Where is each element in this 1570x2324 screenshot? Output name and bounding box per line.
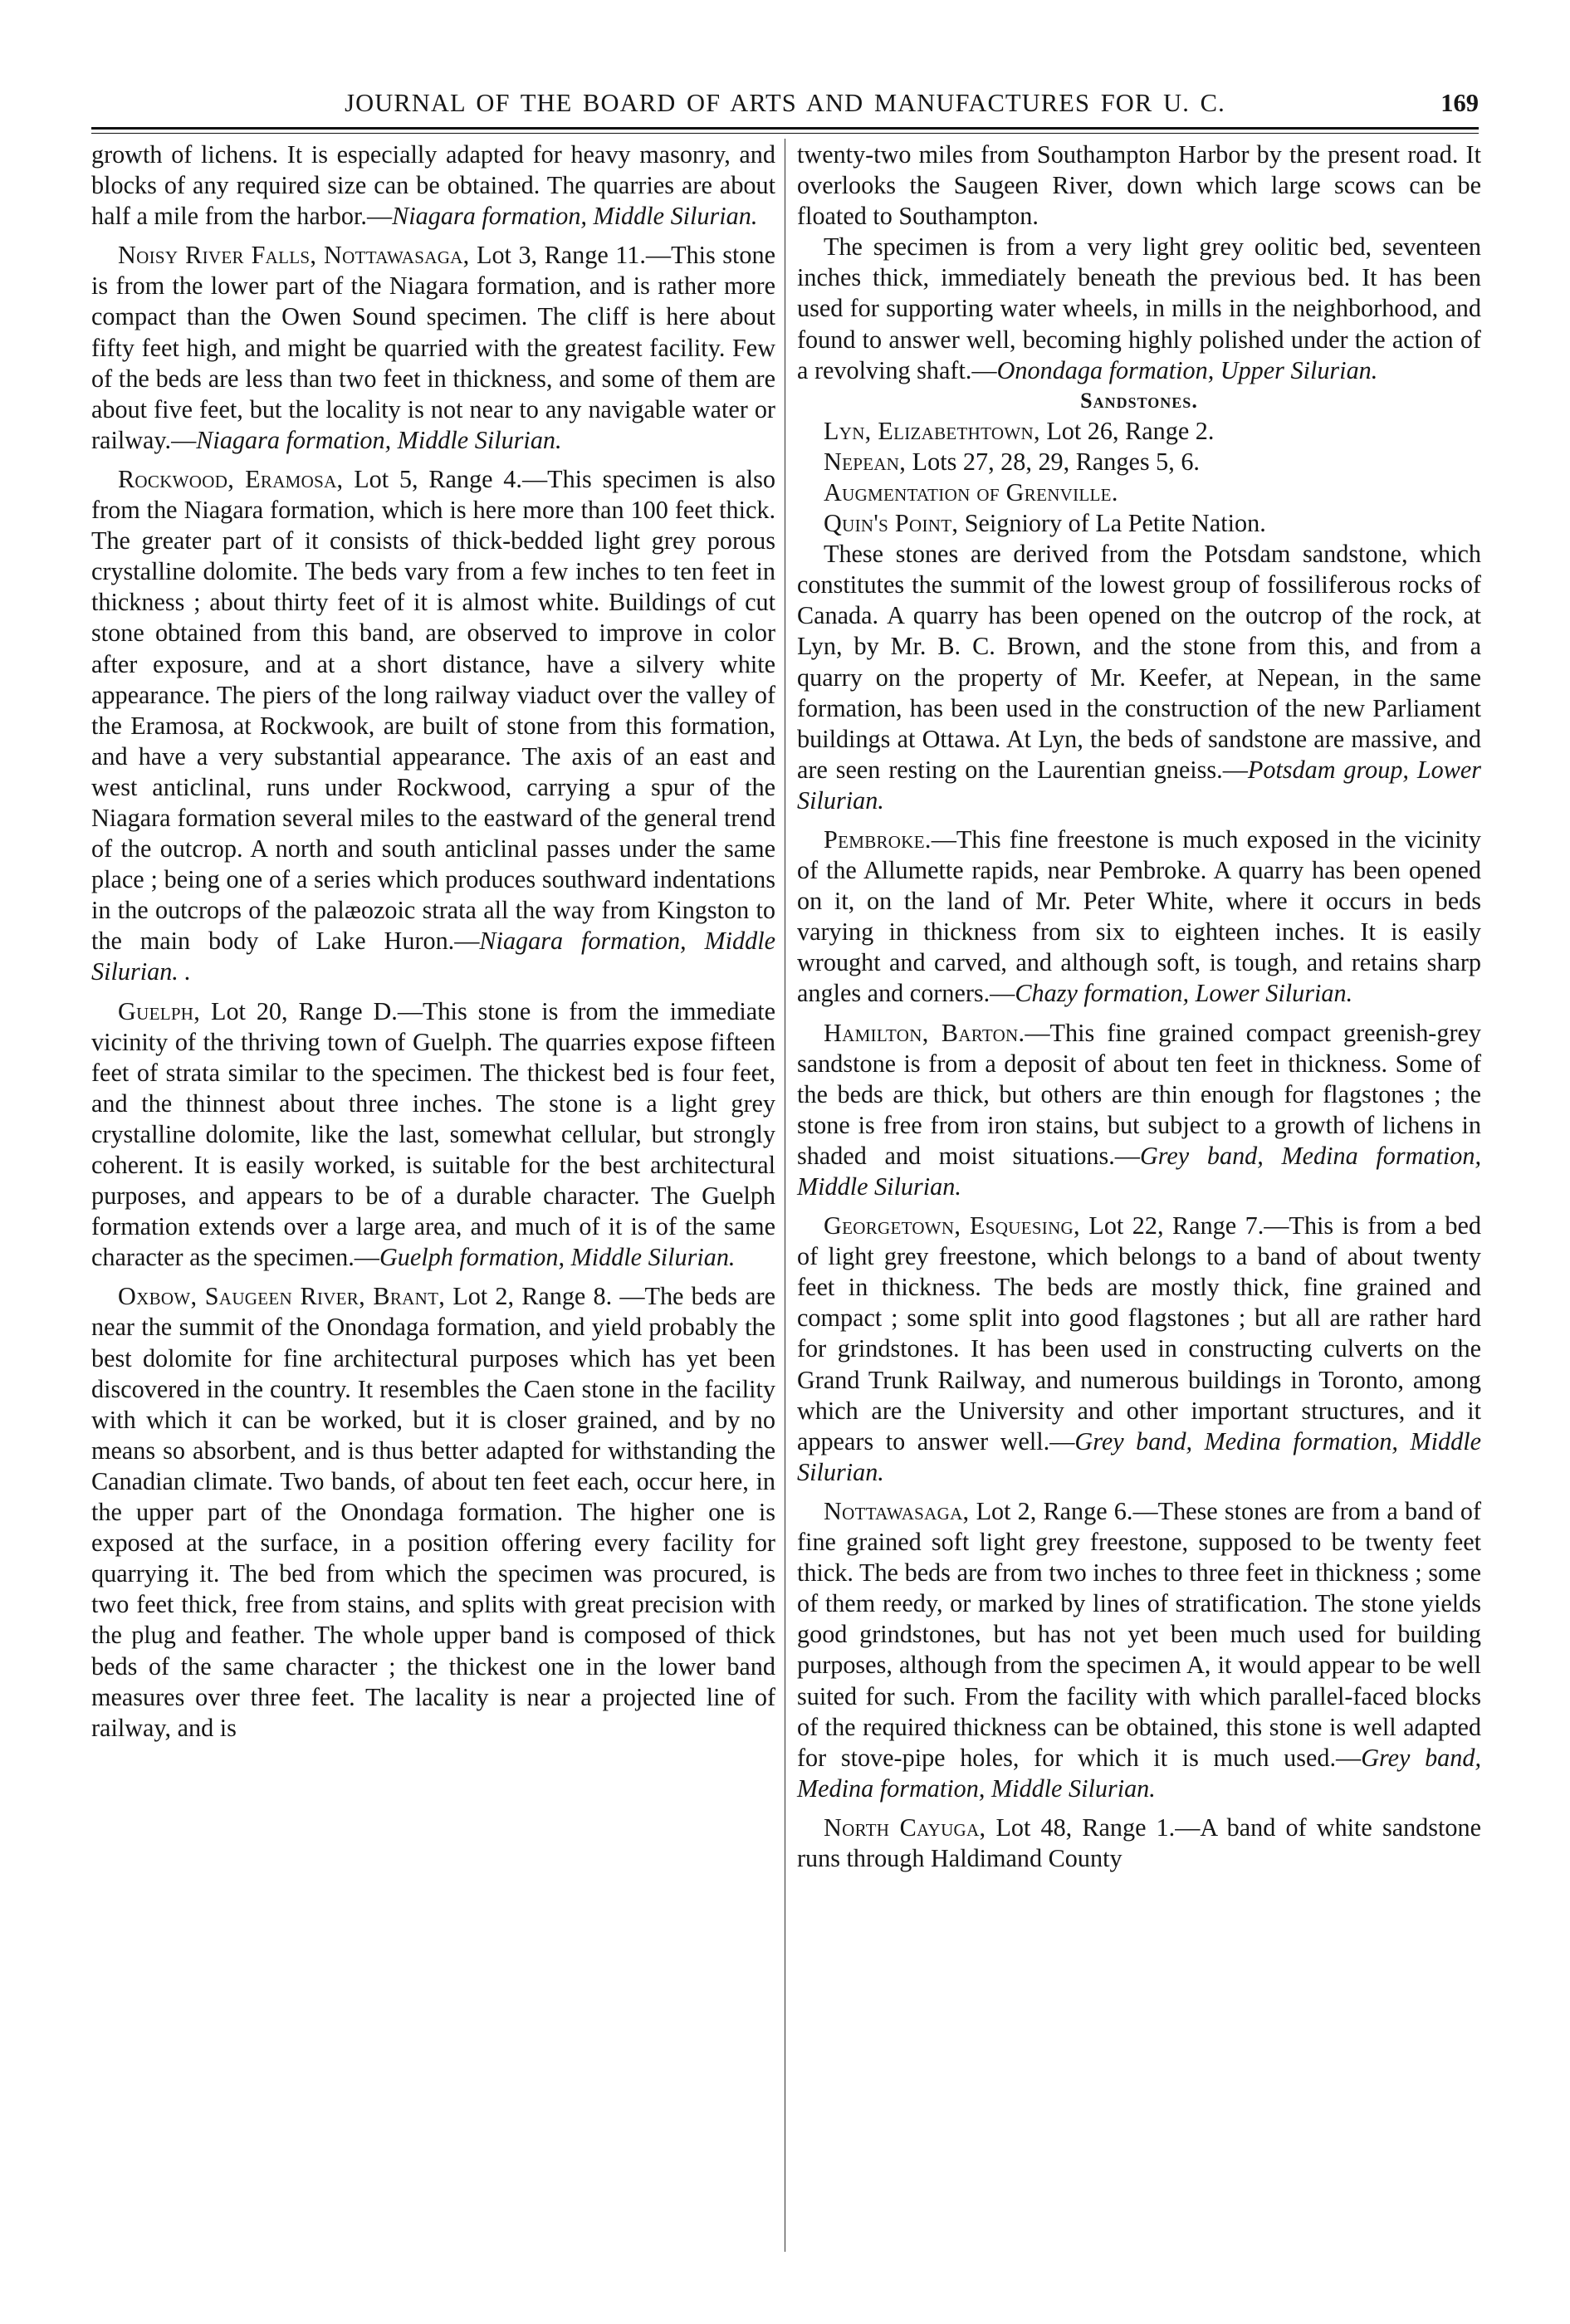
paragraph-body: Lot 48, Range 1.—A band of white sandstone runs through Haldimand County: [797, 1813, 1481, 1872]
paragraph: [797, 539, 1481, 816]
paragraph: [91, 139, 775, 232]
right-column: [797, 139, 1481, 1874]
location-line: [797, 508, 1481, 539]
citation: Onondaga formation, Upper Silurian.: [996, 355, 1378, 384]
journal-title: JOURNAL OF THE BOARD OF ARTS AND MANUFACTURES FOR U. C.: [345, 89, 1225, 117]
paragraph: [797, 1018, 1481, 1203]
paragraph-body: Lot 22, Range 7.—This is from a bed of light grey freestone, which belongs to a band of about twenty feet in thickness. The beds are mostly thick, fine grained and compact ; some split into good flagstones ; but all are rather hard for grindstones. It has been used in constructing culverts on the Grand Trunk Railway, and numerous buildings in Toronto, among which are the University and other important structures, and it appears to answer well.—: [797, 1211, 1481, 1456]
locality-heading: Augmentation of Grenville.: [824, 477, 1118, 506]
paragraph: [797, 824, 1481, 1010]
location-line: [797, 477, 1481, 508]
paragraph: [797, 1813, 1481, 1874]
locality-heading: Pembroke.: [824, 824, 932, 854]
paragraph: [91, 1281, 775, 1743]
citation: Niagara formation, Middle Silurian.: [196, 425, 562, 454]
location-detail: Lot 26, Range 2.: [1039, 416, 1215, 445]
paragraph-body: The specimen is from a very light grey oolitic bed, seventeen inches thick, immediately beneath the previous bed. It has been used for supporting water wheels, in mills in the neighborhood, and found to answer well, becoming highly polished under the action of a revolving shaft.—: [797, 232, 1481, 384]
locality-heading: Quin's Point,: [824, 509, 959, 538]
paragraph-body: Lot 2, Range 6.—These stones are from a band of fine grained soft light grey freestone, supposed to be twenty feet thick. The beds are from two inches to three feet in thickness ; some of them reedy, or marked by lines of stratification. The stone yields good grindstones, but has not yet been much used for building purposes, although from the specimen A, it would appear to be well suited for such. From the facility with which parallel-faced blocks of the required thickness can be obtained, this stone is well adapted for stove-pipe holes, for which it is much used.—: [797, 1496, 1481, 1772]
paragraph-body: Lot 5, Range 4.—This specimen is also from the Niagara formation, which is here more than 100 feet thick. The greater part of it consists of thick-bedded light grey porous crystalline dolomite. The beds vary from a few inches to ten feet in thickness ; about thirty feet of it is almost white. Buildings of cut stone obtained from this band, are observed to improve in color after exposure, and at a short distance, have a silvery white appearance. The piers of the long railway viaduct over the valley of the Eramosa, at Rockwook, are built of stone from this formation, and have a very substantial appearance. The axis of an east and west anticlinal, runs under Rockwood, carrying a spur of the Niagara formation several miles to the eastward of the general trend of the outcrop. A north and south anticlinal passes under the same place ; being one of a series which produces southward indentations in the outcrops of the palæozoic strata all the way from Kingston to the main body of Lake Huron.—: [91, 464, 775, 956]
locality-heading: Nepean,: [824, 447, 907, 476]
paragraph-body: —This fine grained compact greenish-grey sandstone is from a deposit of about ten feet in thickness. Some of the beds are thick, but others are thin enough for flagstones ; the stone is free from iron stains, but subject to a growth of lichens in shaded and moist situations.—: [797, 1018, 1481, 1170]
locality-heading: Noisy River Falls, Nottawasaga,: [118, 241, 470, 270]
citation: Grey band, Medina formation, Middle Silurian.: [797, 1426, 1481, 1486]
citation: Chazy formation, Lower Silurian.: [1015, 979, 1353, 1008]
location-detail: Seigniory of La Petite Nation.: [958, 509, 1266, 538]
citation: Niagara formation, Middle Silurian.: [392, 202, 758, 231]
section-heading: Sandstones.: [1080, 388, 1198, 413]
location-detail: Lots 27, 28, 29, Ranges 5, 6.: [906, 447, 1200, 476]
paragraph-body: growth of lichens. It is especially adapted for heavy masonry, and blocks of any required size can be obtained. The quarries are about half a mile from the harbor.—: [91, 140, 775, 231]
locality-heading: Hamilton, Barton.: [824, 1018, 1025, 1047]
locality-heading: Georgetown, Esquesing,: [824, 1211, 1080, 1240]
header-rule-thick: [91, 127, 1479, 130]
locality-heading: Nottawasaga,: [824, 1496, 970, 1525]
paragraph: [797, 1211, 1481, 1488]
location-line: [797, 447, 1481, 477]
header-rule-thin: [91, 133, 1479, 134]
paragraph-body: Lot 20, Range D.—This stone is from the immediate vicinity of the thriving town of Guelph. The quarries expose fifteen feet of strata similar to the specimen. The thickest bed is four feet, and the thinnest about three inches. The stone is a light grey crystalline dolomite, like the last, somewhat cellular, but strongly coherent. It is easily worked, is suitable for the best architectural purposes, and appears to be of a durable character. The Guelph formation extends over a large area, and much of it is of the same character as the specimen.—: [91, 996, 775, 1272]
locality-heading: Guelph,: [118, 996, 201, 1025]
citation: Guelph formation, Middle Silurian.: [379, 1243, 736, 1272]
paragraph: [797, 139, 1481, 232]
paragraph-body: Lot 2, Range 8. —The beds are near the summit of the Onondaga formation, and yield probably the best dolomite for fine architectural purposes which has yet been discovered in the country. It resembles the Caen stone in the facility with which it can be worked, but it is closer grained, and by no means so absorbent, and is thus better adapted for withstanding the Canadian climate. Two bands, of about ten feet each, occur here, in the upper part of the Onondaga formation. The higher one is exposed at the surface, in a position offering every facility for quarrying it. The bed from which the specimen was procured, is two feet thick, free from stains, and splits with great precision with the plug and feather. The whole upper band is composed of thick beds of the same character ; the thickest one in the lower band measures over three feet. The lacality is near a projected line of railway, and is: [91, 1282, 775, 1742]
paragraph: [797, 232, 1481, 385]
paragraph-body: twenty-two miles from Southampton Harbor by the present road. It overlooks the Saugeen River, down which large scows can be floated to Southampton.: [797, 140, 1481, 231]
paragraph: [91, 464, 775, 988]
paragraph: [91, 240, 775, 456]
paragraph: [91, 996, 775, 1274]
locality-heading: Lyn, Elizabethtown,: [824, 416, 1040, 445]
locality-heading: Oxbow, Saugeen River, Brant,: [118, 1282, 446, 1311]
page-number: 169: [1440, 89, 1479, 117]
citation: Grey band, Medina formation, Middle Silurian.: [797, 1743, 1481, 1803]
left-column: [91, 139, 775, 1744]
citation: Niagara formation, Middle Silurian. .: [91, 927, 775, 986]
paragraph-body: These stones are derived from the Potsdam sandstone, which constitutes the summit of the lowest group of fossiliferous rocks of Canada. A quarry has been opened on the outcrop of the rock, at Lyn, by Mr. B. C. Brown, and the stone from this, and from a quarry on the property of Mr. Keefer, at Nepean, in the same formation, has been used in the construction of the new Parliament buildings at Ottawa. At Lyn, the beds of sandstone are massive, and are seen resting on the Laurentian gneiss.—: [797, 540, 1481, 784]
locality-heading: North Cayuga,: [824, 1813, 986, 1842]
running-head: [91, 86, 1479, 126]
paragraph-body: —This fine freestone is much exposed in the vicinity of the Allumette rapids, near Pembroke. A quarry has been opened on it, on the land of Mr. Peter White, where it occurs in beds varying in thickness from six to eighteen inches. It is easily wrought and carved, and although soft, is tough, and retains sharp angles and corners.—: [797, 824, 1481, 1008]
citation: Grey band, Medina formation, Middle Silurian.: [797, 1141, 1481, 1201]
paragraph-body: Lot 3, Range 11.—This stone is from the lower part of the Niagara formation, and is rather more compact than the Owen Sound specimen. The cliff is here about fifty feet high, and might be quarried with the greatest facility. Few of the beds are less than two feet in thickness, and some of them are about five feet, but the locality is not near to any navigable water or railway.—: [91, 241, 775, 454]
locality-heading: Rockwood, Eramosa,: [118, 464, 344, 493]
paragraph: [797, 1496, 1481, 1804]
location-line: [797, 416, 1481, 447]
citation: Potsdam group, Lower Silurian.: [797, 755, 1481, 815]
